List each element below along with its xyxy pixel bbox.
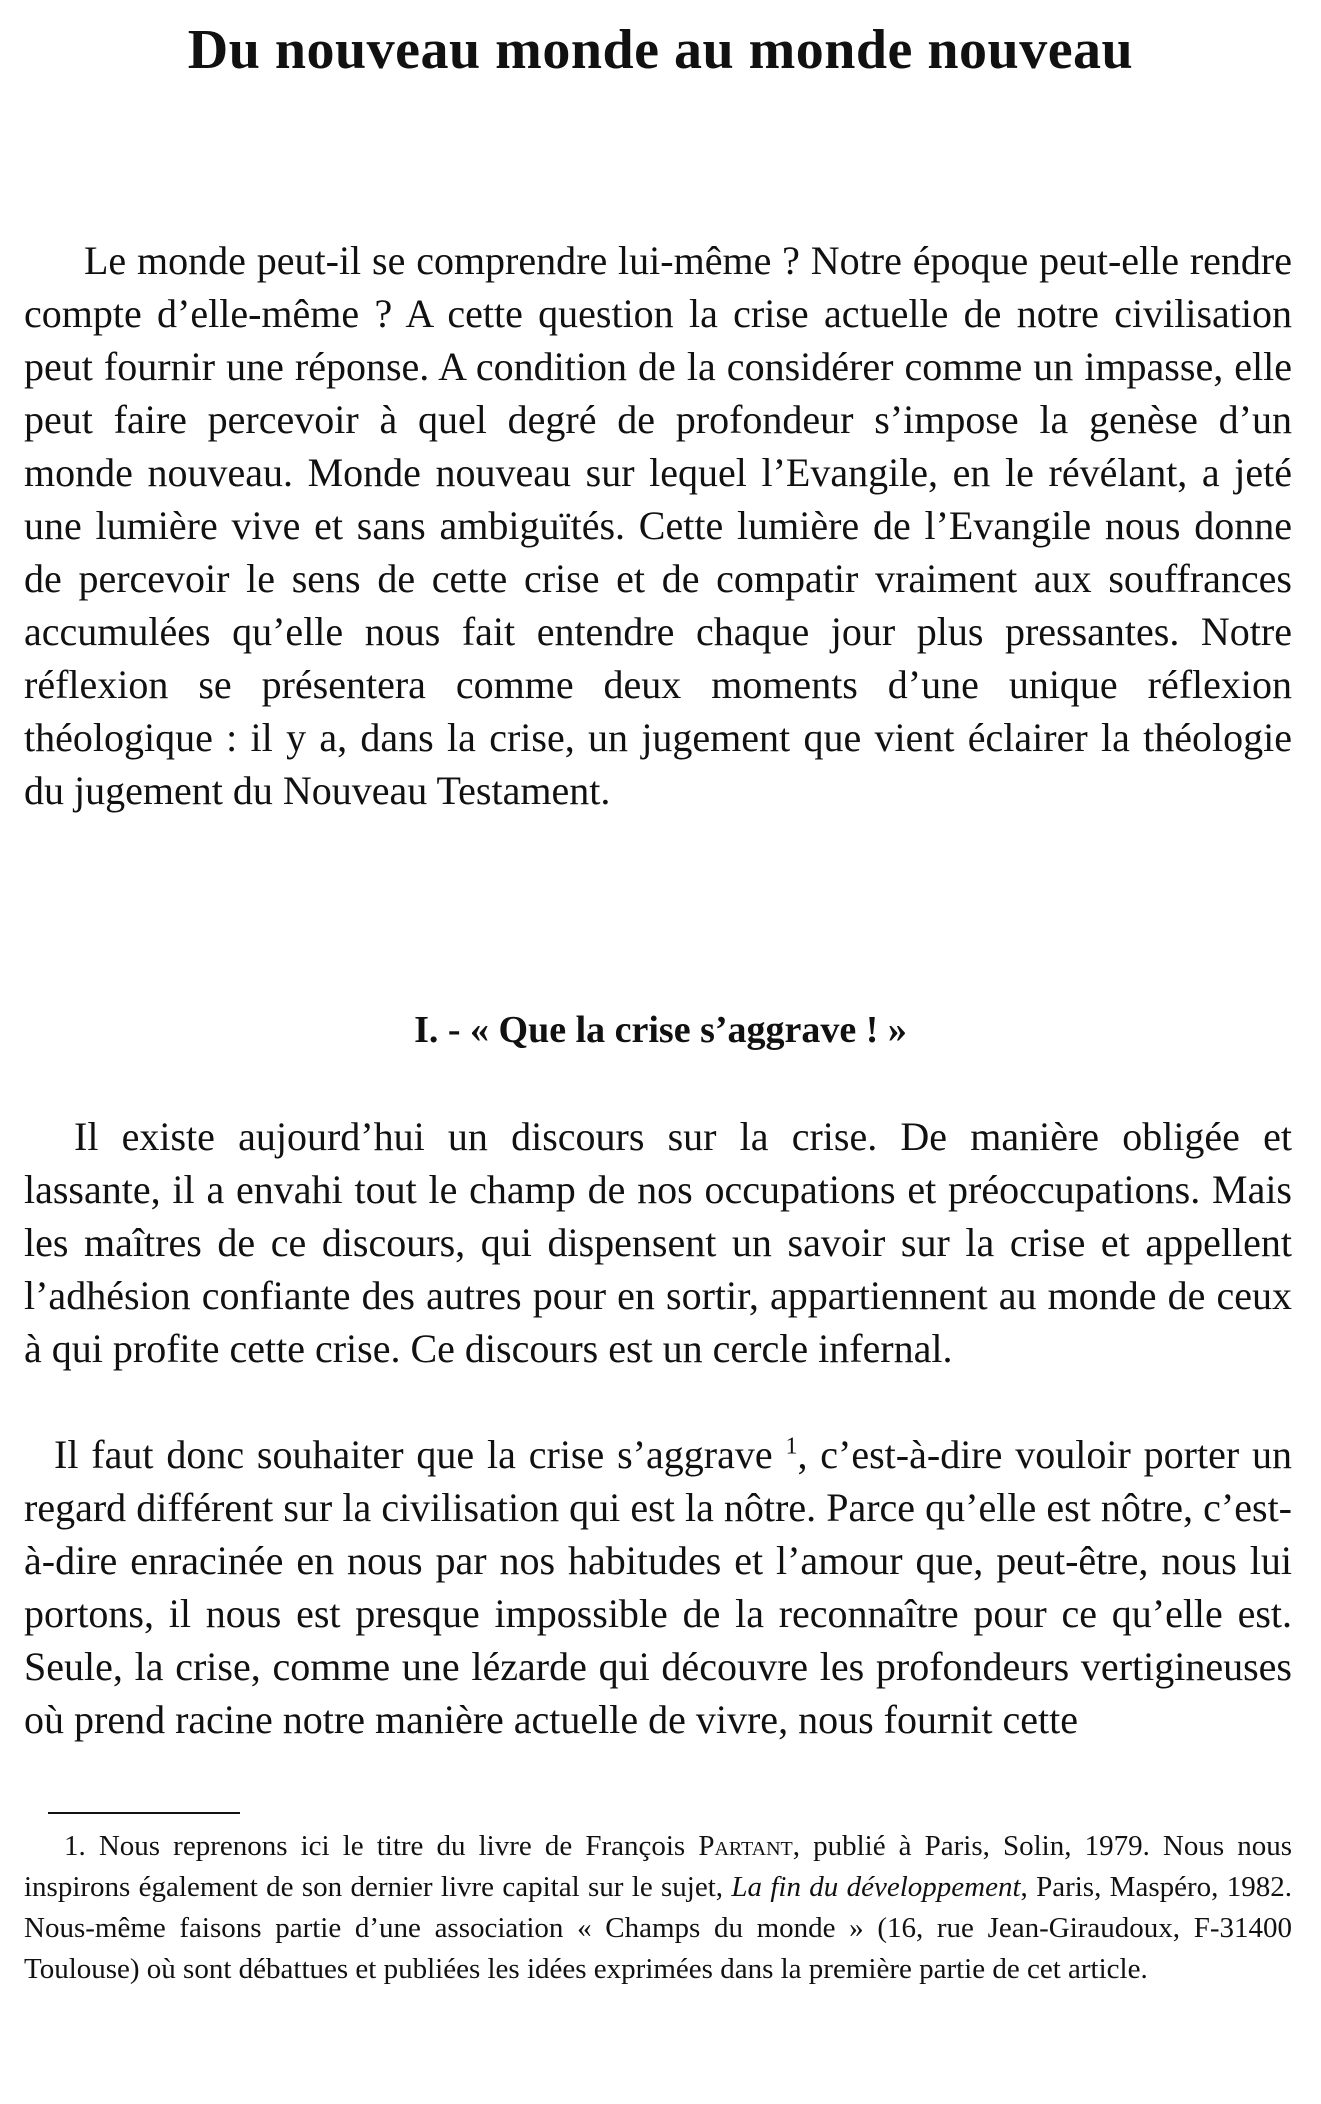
section-heading: I. - « Que la crise s’aggrave ! »: [414, 1009, 907, 1051]
footnote-book-title: La fin du développement: [731, 1871, 1021, 1903]
paragraph-2-text-start: Il faut donc souhaiter que la crise s’aggrave: [54, 1432, 773, 1477]
footnote-number: 1.: [64, 1830, 86, 1862]
footnote-reference: 1: [785, 1433, 798, 1460]
footnote-text-c: , Paris, Maspéro, 1982. Nous-même faisons partie d’une association « Champs du monde » (16, rue Jean-Giraudoux, F-31400 Toulouse) où sont débattues et publiées les idées exprimées dans la première partie de cet article.: [24, 1871, 1292, 1985]
footnote-text-a: Nous reprenons ici le titre du livre de François: [98, 1830, 686, 1862]
intro-paragraph: Le monde peut-il se comprendre lui-même ? Notre époque peut-elle rendre compte d’elle-même ? A cette question la crise actuelle de notre civilisation peut fournir une réponse. A condition de la considérer comme un impasse, elle peut faire percevoir à quel degré de profondeur s’impose la genèse d’un monde nouveau. Monde nouveau sur lequel l’Evangile, en le révélant, a jeté une lumière vive et sans ambiguïtés. Cette lumière de l’Evangile nous donne de percevoir le sens de cette crise et de compatir vraiment aux souffrances accumulées qu’elle nous fait entendre chaque jour plus pressantes. Notre réflexion se présentera comme deux moments d’une unique réflexion théologique : il y a, dans la crise, un jugement que vient éclairer la théologie du jugement du Nouveau Testament.: [24, 238, 1292, 813]
footnote-text-b: , publié à Paris, Solin, 1979. Nous nous inspirons également de son dernier livre capital sur le sujet,: [24, 1830, 1293, 1903]
footnote-author: Partant: [698, 1830, 793, 1862]
body-paragraph-2: [24, 1428, 1292, 1746]
footnote-separator: [48, 1812, 240, 1814]
article-title: Du nouveau monde au monde nouveau: [187, 19, 1134, 81]
paragraph-2-text-end: , c’est-à-dire vouloir porter un regard différent sur la civilisation qui est la nôtre. Parce qu’elle est nôtre, c’est-à-dire enracinée en nous par nos habitudes et l’amour que, peut-être, nous lui portons, il nous est presque impossible de la reconnaître pour ce qu’elle est. Seule, la crise, comme une lézarde qui découvre les profondeurs vertigineuses où prend racine notre manière actuelle de vivre, nous fournit cette: [24, 1432, 1292, 1742]
body-paragraph-1: Il existe aujourd’hui un discours sur la crise. De manière obligée et lassante, il a envahi tout le champ de nos occupations et préoccupations. Mais les maîtres de ce discours, qui dispensent un savoir sur la crise et appellent l’adhésion confiante des autres pour en sortir, appartiennent au monde de ceux à qui profite cette crise. Ce discours est un cercle infernal.: [24, 1114, 1292, 1371]
footnote: [24, 1826, 1292, 1990]
